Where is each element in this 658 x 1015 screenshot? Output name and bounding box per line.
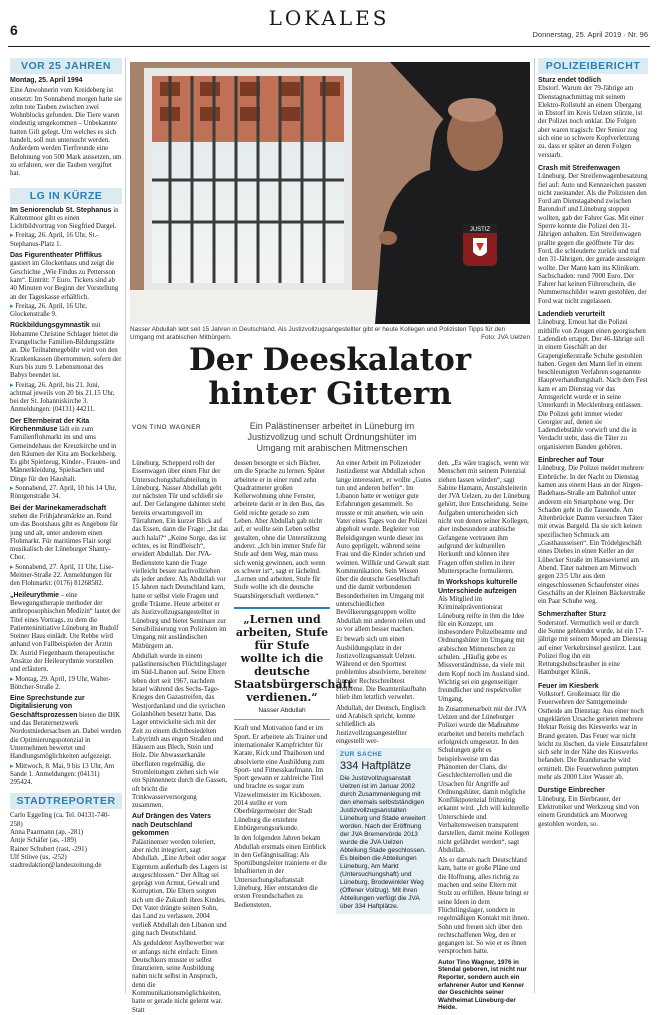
kurz-item (10, 505, 122, 589)
polizei-item (538, 77, 648, 160)
headline (130, 343, 530, 411)
article-col3-text-c: Abdullah, der Deutsch, Englisch und Arabisch spricht, konnte schließlich als Justizvollzugsangestellter eingestellt wer- (336, 704, 426, 745)
reporter-entry: Rainer Schubert (rast, -291) (10, 845, 87, 853)
article-col2-text-c: In den folgenden Jahren bekam Abdullah erstmals einen Einblick in den Gefängnisalltag: Als Sportübungsleiter trainierte er die Inhaftierten in der Untersuchungshaftanstalt Lüneburg. Hier entstanden die ersten Freundschaften zu Bediensteten. (234, 835, 327, 909)
arrow-right-icon: ▸ (10, 674, 14, 683)
kurz-item (10, 418, 122, 502)
arrow-right-icon: ▸ (10, 562, 14, 571)
kurz-item (10, 592, 122, 693)
kurz-item-when: Freitag, 26. April, 16 Uhr, St.-Stephanus-Platz 1. (10, 232, 99, 248)
zur-sache-text: Die Justizvollzugsanstalt Uelzen ist im Januar 2002 durch Zusammenlegung mit den ehemals selbstständigen Justizvollzugsanstalten Lüneburg und Stade erweitert worden. Nach der Eröffnung der JVA Bremervörde 2013 wurde die JVA Uelzen Abteilung Stade geschlossen. Es bleiben die Abteilungen Lüneburg, Am Markt (Untersuchungshaft) und Lüneburg, Brodewinkler Weg (Offener Vollzug). Mit ihren Abteilungen verfügt die JVA über 334 Haftplätze. (340, 775, 426, 911)
photo-caption-block (130, 326, 530, 342)
section-title: LOKALES (268, 6, 390, 30)
article-column-1 (132, 460, 228, 1014)
kurz-list (10, 207, 122, 788)
vor25-text: Eine Anwohnerin vom Kreideberg ist entsetzt: Im Sonnabend morgen hatte sie zehn tote Tauben zwischen zwei Wohnblocks gefunden. Die Tiere waren eindeutig umgekommen – Unbekannte hatten Gift gelegt. Um welches es sich handelt, soll nun untersucht werden. Außerdem werden Tierfreunde eine Belohnung von 500 Mark aussetzen, um zu erfahren, wer die Tauben vergiftet hat. (10, 87, 122, 178)
kurz-item-text: mit Hebamme Christine Schlager bietet die Evangelische Familien-Bildungsstätte an. Die Teilnahmegebühr wird von den Krankenkassen übernommen, sofern der Kurs bis zum 9. Lebensmonat des Babys beendet ist. (10, 322, 122, 380)
kurz-item-head: Eine Sprechstunde zur Digitalisierung von Geschäftsprozessen (10, 695, 85, 719)
polizei-item-text: Lüneburg. Erneut hat die Polizei mithilfe von Zeugen einen georgischen Ladendieb ertappt. Der 46-Jährige soll in einem Geschäft an der Grapengießerstraße Schuhe gestohlen haben. Gegen den Mann lief in einem beschleunigten Verfahren sogenannte Hauptverhandlungshaft. Nach dem Fest kam er am Dienstag vor das Amtsgericht wurde er in seine Unterkunft in Mecklenburg entlassen. Die Polizei geht immer wieder Georgier auf, denen sie Ladendiebstähle vorwirft und die in Verdacht steht, dass die Täter zu organisierten Banden gehören. (538, 319, 648, 451)
article-subhead-1: Auf Drängen des Vaters nach Deutschland gekommen (132, 813, 211, 838)
kurz-item (10, 252, 122, 319)
reporter-entry: Ulf Stüwe (us, -252) (10, 853, 67, 861)
reporter-entry: Carlo Eggeling (ca, Tel. 04131-740-258) (10, 812, 110, 828)
kurz-item-when: Freitag, 26. April, 16 Uhr, Glockenstraße 9. (10, 302, 87, 319)
polizei-item-head: Ladendieb verurteilt (538, 311, 605, 319)
polizei-item (538, 611, 648, 677)
kurz-item-head: „Heileurythmie (10, 591, 60, 599)
page-number: 6 (10, 22, 18, 38)
polizei-item-text: Ebstorf. Warum der 79-Jährige am Dienstagnachmittag mit seinem Elektro-Rollstuhl an einem Übergang in Ebstorf im Kreis Uelzen stürzte, ist der Polizei noch unklar. Die Folgen aber waren tragisch: Der Senior zog sich eine so schwere Kopfverletzung zu, dass er später an deren Folgen verstarb. (538, 85, 643, 159)
vor25-date: Montag, 25. April 1994 (10, 77, 83, 84)
article-col3-text: An einer Arbeit im Polizeioder Justizdienst war Abdullah schon lange interessiert, er wollte „Gutes tun und anderen helfen“. Im Libanon hatte er weniger gute Erfahrungen gesammelt. So musste er mit ansehen, wie sein Vater eines Tages von der Polizei abgeholt wurde. Begleiter von Beleidigungen wurde dieser ins Auto geprügelt, während seine Frau und die Kinder schrien und weinten. Willkür und Gewalt statt Kommunikation. Sein Wissen über die deutsche Gesellschaft und die damit verbundenen Besonderheiten im Umgang mit unterschiedlichen Bevölkerungsgruppen wollte Abdullah mit anderen teilen und so vor allem besser machen. (336, 460, 432, 633)
right-column (538, 58, 648, 998)
article-col1-text: Lüneburg. Schepperd rollt der Essenwagen über einen Flur der Untersuchungshaftabteilung in Lüneburg. Nasser Abdullah geht zur nächsten Tür und schließt sie auf. Der Gefangene dahinter steht bereits erwartungsvoll im Türrahmen. Ein kurzer Blick auf das Essen, dann die Frage: „Ist das auch halal?“ „Keine Sorge, das ist echtes, es ist Rindfleisch“, erwidert Abdullah. Der JVA-Bedienstete kann die Frage vielleicht besser nachvollziehen als jeder andere. Als Abdullah vor 15 Jahren nach Deutschland kam, hatte er selbst viele Fragen und große Träume. Heute arbeitet er als Justizvollzugsangestellter in Lüneburg und bietet Seminare zur Sensibilisierung von Polizisten im Umgang mit ausländischen Mitbürgern an. (132, 460, 228, 650)
polizei-item-head: Feuer im Kiesberk (538, 682, 599, 690)
kurz-item-text: stehen die Frühjahrsmärkte an. Rund um das Bootshaus gibt es Angebote für jung und alt, unter anderem einen Flohmarkt. Für maritimes Flair sorgt musikalisch der Lüneburger Shanty-Chor. (10, 512, 118, 562)
redaktion-heading: STADTREPORTER (10, 793, 122, 809)
polizei-item (538, 457, 648, 606)
arrow-right-icon: ▸ (10, 380, 14, 389)
polizei-heading: POLIZEIBERICHT (538, 58, 648, 74)
zur-sache-box (336, 748, 432, 914)
redaktion-email[interactable]: stadtredaktion@landeszeitung.de (10, 862, 102, 870)
justiz-badge: JUSTIZ (469, 227, 491, 233)
polizei-item-head: Durstige Einbrecher (538, 787, 605, 795)
article-col2-text: dessen besorgte er sich Bücher, um die Sprache zu lernen. Später arbeitete er in einer rund zehn Quadratmeter großen Kellerwohnung ohne Fenster, arbeitete darin er in den Bus, das Geld reichte gerade so zum Leben. Aber Abdullah gab nicht auf, er wollte sein Leben selbst gestalten, ohne die Unterstützung anderer. „Ich bin immer Stufe für Stufe auf dem Weg, man muss sich wenig gewinnen, auch wenn es schwer ist“, sagt er lächelnd. „Lernen und arbeiten, Stufe für Stufe wollte ich die deutsche Staatsbürgerschaft verdienen.“ (234, 460, 327, 600)
quote-rule-bottom (234, 719, 330, 720)
main-photo (130, 62, 530, 324)
kurz-item-text: gastiert im Glockenhaus und zeigt die Geschichte „Wie Findus zu Pettersson kam“. Eintritt: 7 Euro. Tickets sind ab 40 Minuten vor Beginn der Vorstellung an der Tageskasse erhältlich. (10, 260, 119, 301)
kurz-item-when: Sonnabend, 27. April, 10 bis 14 Uhr, Röntgenstraße 34. (10, 485, 117, 501)
author-note: Autor Tino Wagner, 1976 in Stendal geboren, ist nicht nur Reporter, sondern auch ein erfahrener Autor und Kenner der Geschichte seiner Wahlheimat Lüneburg-der Heide. (438, 958, 527, 1012)
kurz-item-text: – eine Bewegungstherapie methoder der anthroposophischen Medizin“ lautet der Titel eines Vortrags, zu dem die Patienteninitiative Lüneburg im Rudolf Steiner Haus einlädt. Ute Rebbe wird anhand von Fallbeispielen der Ärztin Dr. Astrid Fiegenbaum therapeutische Ansätze der Heileurythmie vorstellen und erläutern. (10, 591, 121, 674)
polizei-item (538, 787, 648, 828)
kurz-item (10, 207, 122, 249)
article-col4-text-d: Als er damals nach Deutschland kam, hatte er große Pläne und die Hoffnung, alles richtig zu machen und seine Eltern mit Stolz zu erfüllen. Heute bringt er seine Ideen in dem Flüchtlingslager, sondern in regelmäßigen Kontakt mit ihnen. Sohn und freuen sich über den rechtschaffenen Weg, den er gegangen ist. So wie er es ihnen versprochen hatte. (438, 857, 530, 956)
kurz-item-head: Bei der Marinekameradschaft (10, 504, 107, 512)
article-col1-text-c: Palästinenser werden toleriert, aber nicht integriert, sagt Abdullah. „Eine Arbeit oder sogar Eigentum außerhalb des Lagers ist ausgeschlossen.“ Der Alltag sei geprägt von Armut, Gewalt und Korruption. Die Eltern sorgten sich um die Zukunft ihres Kindes. Der Vater drängte seinen Sohn, das Land zu verlassen. 2004 verließ Abdullah den Libanon und ging nach Deutschland. (132, 838, 228, 937)
article-column-3 (336, 460, 432, 995)
article-subhead-2: In Workshops kulturelle Unterschiede aufzeigen (438, 579, 518, 595)
kurz-item-head: Der Elternbeirat der Kita Kirchenmäuse (10, 417, 90, 433)
polizei-item-text: Lüneburg. Die Polizei meldet mehrere Einbrüche. In der Nacht zu Dienstag kamen aus einem Haus an der Jürgen-Badehaus-Straße am Bahnhof unter anderem ein Smartphone weg. Der Schaden geht in die Tausende. Am Altenbrücker Damm versuchten Täter mit etwas Bargeld. Da sie sich keinen spezifischen Schmuck am „Gasthausseisen“. Ein Trödelgeschäft eines Diebes in einen Keller an der Lübecker Straße im Hanseviertel am Abend. Täter nahmen am Mittwoch gegen 23:5 Uhr aus dem eingeschlossenen Schaufenster eines Geschäfts an der Kleinen Bäckerstraße ein Paar Schuhe weg. (538, 465, 646, 606)
right-divider (534, 58, 535, 993)
kurz-item-head: Im Seniorenclub St. Stephanus (10, 206, 112, 214)
polizei-list (538, 77, 648, 829)
article-col4-text-c: In Zusammenarbeit mit der JVA Uelzen und der Lüneburger Polizei wurde die Maßnahme erarbeitet und bereits mehrfach erfolgreich umgesetzt. In den Schulungen geht es beispielsweise um das Phänomen der Clans, die Geschlechterrollen und die Ursachen für Angriffe auf Ordnungshüter, damit mögliche Konfliktpotenzial frühzeitig erkannt wird. „Ich will kulturelle Unterschiede und Verhaltensweisen transparent darstellen, damit meine Kollegen nicht gefährdet werden“, sagt Abdullah. (438, 705, 530, 854)
arrow-right-icon: ▸ (10, 301, 14, 310)
kurz-item-head: Rückbildungsgymnastik (10, 322, 90, 330)
kurz-item (10, 695, 122, 787)
article-column-2 (234, 460, 353, 995)
article-col1-text-b: Abdullah wurde in einem palästinensischen Flüchtlingslager im Süd-Libanon auf. Seine Eltern leben dort seit 1967, nachdem Israel während des Sechs-Tage-Krieges den Gazastreifen, das Westjordanland und die syrischen Golanhöhen besetzt hatte. Das Lager entwickelte sich mit der Zeit zu einem dichtbesiedelten Labyrinth aus engen Straßen und Häusern aus Blech, Stein und Holz. Die Abwasserkanäle überfluten regelmäßig, die Stromleitungen ziehen sich wie ein Spinnennetz durch die Gassen, oft bricht die Trinkwasserversorgung zusammen. (132, 652, 228, 810)
arrow-right-icon: ▸ (10, 761, 14, 770)
kurz-item-text: lädt ein zum Familienflohmarkt im und ums Gemeindehaus der Kreuzkirche und in den Räumen der Kita am Bockelsberg. Es gibt Spielzeug, Kinder-, Frauen- und Männerkleidung, Spielsachen und Dinge für den Haushalt. (10, 425, 120, 483)
polizei-item-text: Volkstorf. Großeinsatz für die Feuerwehren der Samtgemeinde Ostheide am Dienstag: Aus einer noch ungeklärten Ursache gerieten mehrere Hektar Reisig des Kieswerks war in Brand geraten. Das Feuer war nicht leicht zu löschen, da viele Einsatzfahrer sich sehr in der Nähe des Kieswerks befanden. Die Brandursache wird ermittelt. Die Feuerwehren pumpten mehr als 2000 Liter Wasser ab. (538, 691, 648, 782)
kurz-item-when: Montag, 29. April, 19 Uhr, Walter-Böttcher-Straße 2. (10, 675, 111, 691)
left-column (10, 58, 122, 998)
zur-sache-title: 334 Haftplätze (340, 760, 411, 773)
vor25-heading: VOR 25 JAHREN (10, 58, 122, 74)
polizei-item (538, 683, 648, 783)
kurz-item-when: Freitag, 26. April, bis 21. Juni, achtmal jeweils von 20 bis 21.15 Uhr, bei der St. Johanniskirche 3. Anmeldungen: (04131) 44211. (10, 381, 115, 414)
kurz-item-when: Mittwoch, 8. Mai, 9 bis 13 Uhr, Am Sande 1. Anmeldungen: (04131) 295424. (10, 762, 115, 787)
reporter-entry: Antje Schäfer (as, -189) (10, 837, 77, 845)
kurz-heading: LG IN KÜRZE (10, 188, 122, 204)
prison-window-photo (130, 62, 530, 324)
zur-sache-kicker: ZUR SACHE (340, 751, 383, 759)
teaser: Ein Palästinenser arbeitet in Lüneburg im Justizvollzug und schult Ordnungshüter im Umgang mit arabischen Mitmenschen (247, 421, 417, 453)
article-col4-text-b: Als Mitglied im Kriminalpräventionsrat Lüneburg reifte in ihm die Idee für ein Konzept, um insbesondere Polizeibeamte und Ordnungshüter im Umgang mit arabischen Mitmenschen zu schulen. „Häufig gebe es Missverständnisse, da viele mit dem Kopf noch im Ausland sind. Wichtig sei ein gegenseitiger freundlicher und respektvoller Umgang. (438, 595, 530, 703)
polizei-item-head: Sturz endet tödlich (538, 77, 601, 84)
polizei-item (538, 165, 648, 306)
left-divider (125, 58, 126, 993)
header-rule (8, 46, 650, 47)
headline-line-2: hinter Gittern (208, 376, 452, 412)
article-col1-text-d: Als geduldeter Asylbewerber war er anfangs nicht einfach: Einen Deutschkurs musste er selbst finanzieren, seine Ausbildung nahm nicht selbst in Anspruch, denn die Kommunikationsmöglichkeiten, hatte er gerade nicht gelernt war. Statt (132, 940, 225, 1014)
kurz-item-head: Das Figurentheater Pfiffikus (10, 252, 102, 260)
polizei-item-text: Lüneburg. Ein Bierbrauer, der Elektroniker und Werkzeug sind von einem Grundstück am Moorweg gestohlen worden, so. (538, 795, 640, 828)
kurz-item (10, 322, 122, 414)
photo-caption: Nasser Abdullah lebt seit 15 Jahren in Deutschland. Als Justizvollzugsangestellter gibt er heute Kollegen und Polizisten Tipps für den Umgang mit arabischen Mitbürgern. (130, 326, 506, 341)
byline: VON TINO WAGNER (132, 424, 202, 431)
polizei-item-text: Lüneburg. Der Streifenwagenbesatzung fiel auf: Auto und Kennzeichen passten nicht zueinander. Als die Polizisten den Ford am Dienstagabend zwischen Barendorf und Lüneburg stoppen wollten, gab der Fahrer Gas. Mit einer Sperre konnte die Polizei den 31-Jährigen anhalten. Ein Streifenwagen prallte gegen die geöffnete Tür des Ford, die schleuderte zurück und traf den 31-Jährigen, der gerade aussteigen wollte. Der Mann kam ins Klinikum. Sachschaden: rund 7000 Euro. Der Fahrer hat keinen Führerschein, die Nummernschilder waren gestohlen, der Ford war nicht zugelassen. (538, 173, 648, 305)
pull-quote: „Lernen und arbeiten, Stufe für Stufe wollte ich die deutsche Staatsbürgerschaft verdienen.“ (234, 613, 353, 705)
arrow-right-icon: ▸ (10, 484, 14, 493)
article-col3-text-b: Er bewarb sich um einen Ausbildungsplatz in der Justizvollzugsanstalt Uelzen. Während er den Sporttest problemlos absolvierte, bereitete ihm der Rechtschreibtest Probleme. Die Beamtenlaufbahn blieb ihm letztlich verwehrt. (336, 636, 427, 702)
reporter-entry: Anna Paarmann (ap, -281) (10, 829, 84, 837)
photo-credit: Foto: JVA Uelzen (481, 333, 530, 341)
polizei-item-head: Schmerzhafter Sturz (538, 611, 607, 619)
polizei-item-head: Einbrecher auf Tour (538, 457, 604, 465)
dateline: Donnerstag, 25. April 2019 · Nr. 96 (532, 30, 648, 39)
redaktion-list (10, 812, 122, 862)
article-col4-text: den. „Es wäre tragisch, wenn wir Menschen mit seinem Potenzial ziehen lassen würden“, sagt Sabine Hamann, Anstaltsleiterin der JVA Uelzen, zu der Lüneburg gehört, ihre Entscheidung. Seine Aufgaben unterscheiden sich nicht von denen seiner Kollegen, aber insbesondere arabische Gefangene vertrauen ihm aufgrund der kulturellen Herkunft und können ihre Fragen offen stellen in ihrer Muttersprache formulieren. (438, 460, 530, 575)
kurz-item-when: Sonnabend, 27. April, 11 Uhr, Lise-Meitner-Straße 22. Anmeldungen für den Flohmarkt: (0176) 81268582. (10, 563, 114, 588)
polizei-item-head: Crash mit Streifenwagen (538, 164, 621, 172)
quote-rule-top (234, 607, 330, 609)
quote-author: Nasser Abdullah (258, 707, 306, 715)
polizei-item-text: Soderstorf. Vermutlich weil er durch die Sonne geblendet wurde, ist ein 17-jährige mit seinem Moped am Dienstag auf einer Verkehrsinsel gestürzt. Laut Polizei flog ihn ein Rettungshubschrauber in eine Hamburger Klinik. (538, 619, 647, 677)
arrow-right-icon: ▸ (10, 231, 14, 240)
kurz-item-text: bieten die IHK und das Beraternetzwerk Nordostniedersachsen an. Dabei werden die Optimierungspotenzial in Unternehmen bewertet und Handlungsmöglichkeiten aufgezeigt. (10, 711, 121, 761)
polizei-item (538, 311, 648, 452)
kurz-item-text: in Kaltenmoor gibt es einen Lichtbildvortrag von Siegfried Dargel. (10, 206, 119, 231)
article-column-4 (438, 460, 530, 1012)
article-col2-text-b: Kraft und Motivation fand er im Sport. Er arbeitete als Trainer und internationaler Kampfrichter für Karate, Kick und Thaiboxen und absolvierte eine Ausbildung zum Sport- und Fitnesskaufmann. Im Sport gewann er zahlreiche Titel und brachte es sogar zum Vizeweltmeister im Kickboxen. 2014 stellte er vom Oberbürgermeister der Stadt Lüneburg die erstehnte Einbürgerungsurkunde. (234, 725, 328, 832)
headline-line-1: Der Deeskalator (188, 342, 472, 378)
